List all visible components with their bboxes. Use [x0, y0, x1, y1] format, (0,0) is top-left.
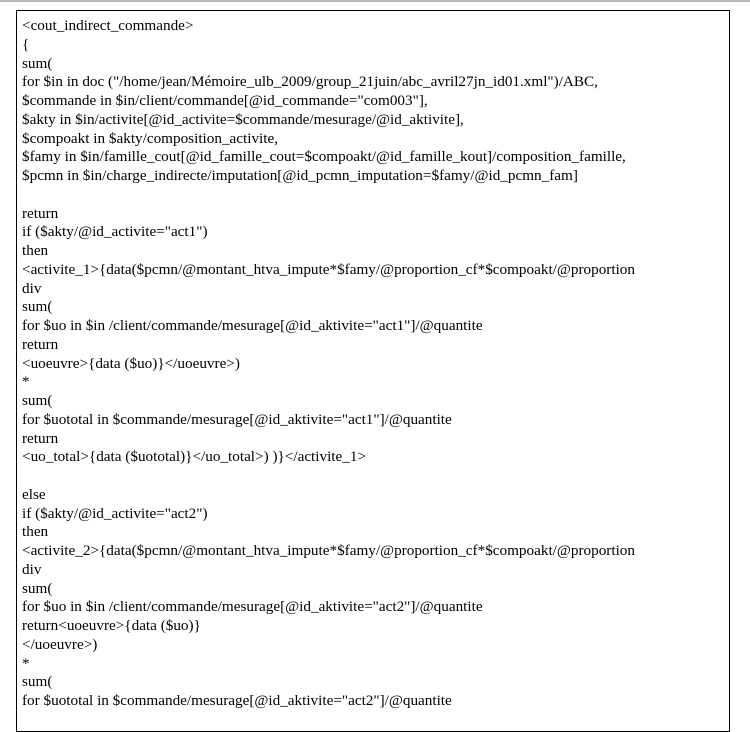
code-line: else: [22, 485, 46, 503]
code-line: div: [22, 279, 42, 297]
code-line: $famy in $in/famille_cout[@id_famille_cout=$compoakt/@id_famille_kout]/composition_famille,: [22, 148, 626, 166]
code-line: *: [22, 654, 30, 672]
code-line: sum(: [22, 673, 53, 691]
code-line: return: [22, 335, 59, 353]
code-line: $pcmn in $in/charge_indirecte/imputation[@id_pcmn_imputation=$famy/@id_pcmn_fam]: [22, 167, 578, 184]
blank-line: [22, 186, 729, 205]
code-line: sum(: [22, 392, 53, 409]
blank-line: [22, 467, 729, 486]
code-line: return: [22, 204, 59, 222]
code-line: for $uo in $in /client/commande/mesurage[@id_aktivite="act1"]/@quantite: [22, 317, 483, 334]
code-line: $commande in $in/client/commande[@id_commande="com003"],: [22, 92, 428, 109]
code-line: {: [22, 35, 30, 53]
code-line: for $uo in $in /client/commande/mesurage[@id_aktivite="act2"]/@quantite: [22, 598, 483, 616]
code-line: for $uototal in $commande/mesurage[@id_aktivite="act2"]/@quantite: [22, 692, 452, 709]
code-line: if ($akty/@id_activite="act2"): [22, 504, 208, 522]
code-line: $compoakt in $akty/composition_activite,: [22, 129, 279, 147]
code-line: *: [22, 373, 30, 391]
code-line: <cout_indirect_commande>: [22, 17, 194, 34]
code-line: <uoeuvre>{data ($uo)}</uoeuvre>): [22, 354, 240, 372]
code-line: then: [22, 523, 49, 541]
code-line: <uo_total>{data ($uototal)}</uo_total>) )}</activite_1>: [22, 448, 367, 466]
code-listing-box: [16, 10, 730, 732]
code-line: return<uoeuvre>{data ($uo)}: [22, 617, 201, 634]
code-line: if ($akty/@id_activite="act1"): [22, 223, 208, 241]
code-line: then: [22, 242, 49, 259]
code-line: <activite_2>{data($pcmn/@montant_htva_impute*$famy/@proportion_cf*$compoakt/@proportion: [22, 542, 635, 559]
code-line: for $in in doc ("/home/jean/Mémoire_ulb_2009/group_21juin/abc_avril27jn_id01.xml")/ABC,: [22, 73, 598, 91]
code-line: div: [22, 560, 42, 578]
code-line: return: [22, 429, 59, 447]
code-line: $akty in $in/activite[@id_activite=$commande/mesurage/@id_aktivite],: [22, 110, 464, 128]
code-line: </uoeuvre>): [22, 635, 98, 653]
code-line: sum(: [22, 579, 53, 597]
code-line: sum(: [22, 54, 53, 72]
code-line: sum(: [22, 298, 53, 316]
top-divider: [0, 0, 750, 2]
code-line: <activite_1>{data($pcmn/@montant_htva_impute*$famy/@proportion_cf*$compoakt/@proportion: [22, 260, 635, 278]
code-line: for $uototal in $commande/mesurage[@id_aktivite="act1"]/@quantite: [22, 410, 452, 428]
